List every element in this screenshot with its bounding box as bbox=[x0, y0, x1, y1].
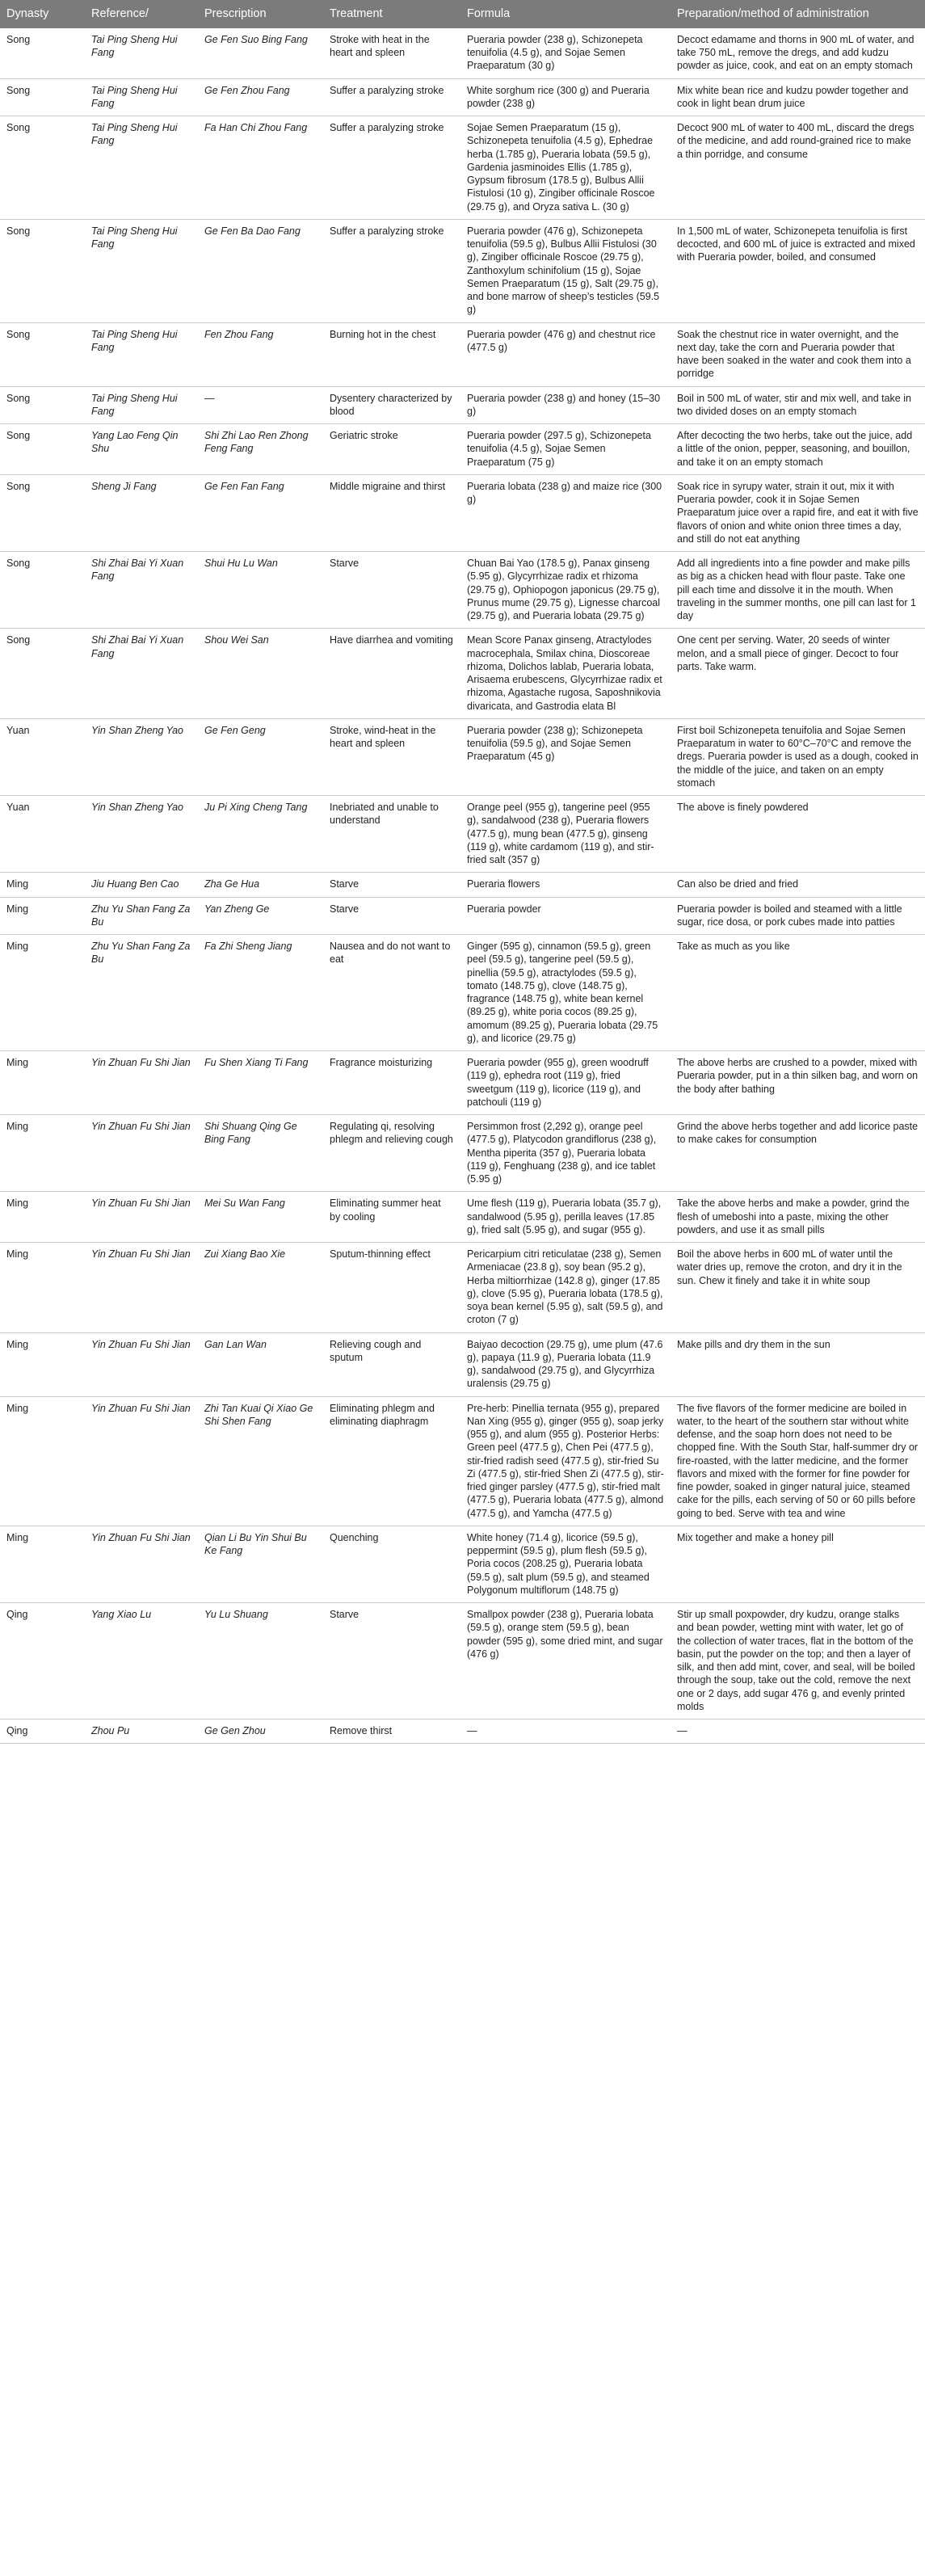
table-row bbox=[0, 474, 925, 551]
cell-formula: Pueraria powder (238 g); Schizonepeta tenuifolia (59.5 g), and Sojae Semen Praeparatum (45 g) bbox=[460, 718, 671, 795]
table-row bbox=[0, 796, 925, 873]
cell-reference: Tai Ping Sheng Hui Fang bbox=[85, 386, 198, 424]
cell-prescription: Gan Lan Wan bbox=[198, 1332, 323, 1396]
header-dynasty: Dynasty bbox=[0, 0, 85, 28]
cell-treatment: Burning hot in the chest bbox=[323, 322, 460, 386]
cell-prescription: Yu Lu Shuang bbox=[198, 1603, 323, 1719]
cell-dynasty: Yuan bbox=[0, 718, 85, 795]
cell-formula: Persimmon frost (2,292 g), orange peel (477.5 g), Platycodon grandiflorus (238 g), Mentha piperita (357 g), Pueraria lobata (119 g), Fenghuang (238 g), and ice tablet (5.95 g) bbox=[460, 1115, 671, 1192]
table-header bbox=[0, 0, 925, 28]
cell-prescription: Ge Fen Geng bbox=[198, 718, 323, 795]
cell-preparation: Take the above herbs and make a powder, grind the flesh of umeboshi into a paste, mixing the other powders, and use it as small pills bbox=[671, 1192, 925, 1243]
cell-treatment: Nausea and do not want to eat bbox=[323, 935, 460, 1051]
table-row bbox=[0, 935, 925, 1051]
cell-dynasty: Song bbox=[0, 78, 85, 116]
cell-preparation: One cent per serving. Water, 20 seeds of winter melon, and a small piece of ginger. Decoct to four parts. Take warm. bbox=[671, 629, 925, 719]
cell-formula: White honey (71.4 g), licorice (59.5 g), peppermint (59.5 g), plum flesh (59.5 g), Poria cocos (208.25 g), Pueraria lobata (59.5 g), salt plum (59.5 g), and steamed Polygonum multiflorum (148.75 g) bbox=[460, 1526, 671, 1602]
cell-prescription: Ge Fen Suo Bing Fang bbox=[198, 28, 323, 78]
table-row bbox=[0, 28, 925, 78]
cell-preparation: Take as much as you like bbox=[671, 935, 925, 1051]
cell-preparation: The above is finely powdered bbox=[671, 796, 925, 873]
table-row bbox=[0, 386, 925, 424]
table-row bbox=[0, 552, 925, 629]
table-row bbox=[0, 1396, 925, 1526]
cell-dynasty: Ming bbox=[0, 1526, 85, 1602]
cell-prescription: — bbox=[198, 386, 323, 424]
cell-reference: Yin Zhuan Fu Shi Jian bbox=[85, 1115, 198, 1192]
cell-formula: Pueraria powder (238 g) and honey (15–30 g) bbox=[460, 386, 671, 424]
cell-preparation: First boil Schizonepeta tenuifolia and Sojae Semen Praeparatum in water to 60°C–70°C and remove the dregs. Pueraria powder is used as a dough, cooked in the middle of the juice, and taken on an empty stomach bbox=[671, 718, 925, 795]
cell-prescription: Ge Gen Zhou bbox=[198, 1719, 323, 1744]
cell-formula: Pueraria lobata (238 g) and maize rice (300 g) bbox=[460, 474, 671, 551]
cell-prescription: Ge Fen Ba Dao Fang bbox=[198, 219, 323, 322]
cell-reference: Tai Ping Sheng Hui Fang bbox=[85, 28, 198, 78]
cell-preparation: Decoct 900 mL of water to 400 mL, discard the dregs of the medicine, and add round-grained rice to make a thin porridge, and consume bbox=[671, 116, 925, 220]
cell-treatment: Suffer a paralyzing stroke bbox=[323, 116, 460, 220]
table-row bbox=[0, 1332, 925, 1396]
cell-formula: Pueraria powder (955 g), green woodruff (119 g), ephedra root (119 g), fried sweetgum (119 g), licorice (119 g), and patchouli (119 g) bbox=[460, 1051, 671, 1115]
cell-treatment: Have diarrhea and vomiting bbox=[323, 629, 460, 719]
cell-reference: Shi Zhai Bai Yi Xuan Fang bbox=[85, 629, 198, 719]
header-preparation: Preparation/method of administration bbox=[671, 0, 925, 28]
cell-dynasty: Song bbox=[0, 322, 85, 386]
cell-preparation: Add all ingredients into a fine powder and make pills as big as a chicken head with flour paste. Take one pill each time and dissolve it in the mouth. When traveling in the summer months, one pill can last for 1 day bbox=[671, 552, 925, 629]
table-row bbox=[0, 1051, 925, 1115]
cell-preparation: Decoct edamame and thorns in 900 mL of water, and take 750 mL, remove the dregs, and add kudzu powder as juice, cook, and eat on an empty stomach bbox=[671, 28, 925, 78]
cell-formula: Pueraria powder (476 g) and chestnut rice (477.5 g) bbox=[460, 322, 671, 386]
cell-formula: Ume flesh (119 g), Pueraria lobata (35.7 g), sandalwood (5.95 g), perilla leaves (17.85 g), fried salt (5.95 g), and sugar (955 g). bbox=[460, 1192, 671, 1243]
cell-prescription: Zha Ge Hua bbox=[198, 873, 323, 897]
cell-reference: Yang Lao Feng Qin Shu bbox=[85, 424, 198, 475]
cell-preparation: Soak the chestnut rice in water overnight, and the next day, take the corn and Pueraria powder that have been soaked in the water and cook them into a porridge bbox=[671, 322, 925, 386]
cell-preparation: The above herbs are crushed to a powder, mixed with Pueraria powder, put in a thin silken bag, and worn on the body after bathing bbox=[671, 1051, 925, 1115]
cell-dynasty: Qing bbox=[0, 1603, 85, 1719]
cell-dynasty: Qing bbox=[0, 1719, 85, 1744]
cell-prescription: Qian Li Bu Yin Shui Bu Ke Fang bbox=[198, 1526, 323, 1602]
cell-reference: Jiu Huang Ben Cao bbox=[85, 873, 198, 897]
cell-dynasty: Ming bbox=[0, 1192, 85, 1243]
cell-formula: Pre-herb: Pinellia ternata (955 g), prepared Nan Xing (955 g), ginger (955 g), soap jerky (955 g), and alum (955 g). Posterior Herbs: Green peel (477.5 g), Chen Pei (477.5 g), stir-fried radish seed (477.5 g), stir-fried Su Zi (477.5 g), stir-fried Shen Zi (477.5 g), stir-fried ginger parsley (477.5 g), stir-fried malt (477.5 g), Pueraria lobata (477.5 g), almond (477.5 g), and Yamcha (477.5 g) bbox=[460, 1396, 671, 1526]
cell-treatment: Dysentery characterized by blood bbox=[323, 386, 460, 424]
cell-preparation: In 1,500 mL of water, Schizonepeta tenuifolia is first decocted, and 600 mL of juice is extracted and mixed with Pueraria powder, boiled, and consumed bbox=[671, 219, 925, 322]
header-reference: Reference/ bbox=[85, 0, 198, 28]
cell-reference: Tai Ping Sheng Hui Fang bbox=[85, 322, 198, 386]
cell-dynasty: Ming bbox=[0, 1051, 85, 1115]
cell-formula: — bbox=[460, 1719, 671, 1744]
cell-formula: Baiyao decoction (29.75 g), ume plum (47.6 g), papaya (11.9 g), Pueraria lobata (11.9 g), sandalwood (29.75 g), and Glycyrrhiza uralensis (29.75 g) bbox=[460, 1332, 671, 1396]
cell-formula: Pueraria powder (238 g), Schizonepeta tenuifolia (4.5 g), and Sojae Semen Praeparatum (30 g) bbox=[460, 28, 671, 78]
cell-formula: Pericarpium citri reticulatae (238 g), Semen Armeniacae (23.8 g), soy bean (95.2 g), Herba miltiorrhizae (142.8 g), ginger (17.85 g), clove (5.95 g), Pueraria lobata (178.5 g), soya bean kernel (5.95 g), salt (59.5 g), and croton (7 g) bbox=[460, 1243, 671, 1333]
cell-treatment: Starve bbox=[323, 1603, 460, 1719]
cell-prescription: Zui Xiang Bao Xie bbox=[198, 1243, 323, 1333]
cell-treatment: Sputum-thinning effect bbox=[323, 1243, 460, 1333]
cell-treatment: Inebriated and unable to understand bbox=[323, 796, 460, 873]
cell-prescription: Yan Zheng Ge bbox=[198, 897, 323, 935]
cell-dynasty: Song bbox=[0, 219, 85, 322]
table-row bbox=[0, 897, 925, 935]
table-row bbox=[0, 629, 925, 719]
cell-treatment: Quenching bbox=[323, 1526, 460, 1602]
cell-formula: White sorghum rice (300 g) and Pueraria powder (238 g) bbox=[460, 78, 671, 116]
cell-treatment: Eliminating summer heat by cooling bbox=[323, 1192, 460, 1243]
cell-formula: Pueraria flowers bbox=[460, 873, 671, 897]
cell-reference: Tai Ping Sheng Hui Fang bbox=[85, 116, 198, 220]
table-row bbox=[0, 1719, 925, 1744]
cell-reference: Zhou Pu bbox=[85, 1719, 198, 1744]
cell-treatment: Suffer a paralyzing stroke bbox=[323, 78, 460, 116]
cell-prescription: Shi Shuang Qing Ge Bing Fang bbox=[198, 1115, 323, 1192]
cell-dynasty: Ming bbox=[0, 1115, 85, 1192]
cell-treatment: Starve bbox=[323, 897, 460, 935]
cell-preparation: Mix together and make a honey pill bbox=[671, 1526, 925, 1602]
cell-treatment: Starve bbox=[323, 552, 460, 629]
table-row bbox=[0, 718, 925, 795]
cell-treatment: Geriatric stroke bbox=[323, 424, 460, 475]
header-formula: Formula bbox=[460, 0, 671, 28]
cell-reference: Yin Zhuan Fu Shi Jian bbox=[85, 1243, 198, 1333]
cell-reference: Yin Zhuan Fu Shi Jian bbox=[85, 1332, 198, 1396]
cell-reference: Tai Ping Sheng Hui Fang bbox=[85, 78, 198, 116]
cell-reference: Shi Zhai Bai Yi Xuan Fang bbox=[85, 552, 198, 629]
table-row bbox=[0, 1115, 925, 1192]
cell-formula: Mean Score Panax ginseng, Atractylodes macrocephala, Smilax china, Dioscoreae rhizoma, Dolichos lablab, Pueraria lobata, Arisaema erubescens, Glycyrrhizae radix et rhizoma, Agastache rugosa, Saposhnikovia divaricata, and Gastrodia elata Bl bbox=[460, 629, 671, 719]
cell-prescription: Fa Han Chi Zhou Fang bbox=[198, 116, 323, 220]
cell-preparation: Can also be dried and fried bbox=[671, 873, 925, 897]
cell-formula: Orange peel (955 g), tangerine peel (955 g), sandalwood (238 g), Pueraria flowers (477.5 g), mung bean (477.5 g), ginseng (119 g), white cardamom (119 g), and stir-fried salt (357 g) bbox=[460, 796, 671, 873]
cell-prescription: Fa Zhi Sheng Jiang bbox=[198, 935, 323, 1051]
cell-reference: Yin Zhuan Fu Shi Jian bbox=[85, 1192, 198, 1243]
cell-formula: Chuan Bai Yao (178.5 g), Panax ginseng (5.95 g), Glycyrrhizae radix et rhizoma (29.75 g), Ophiopogon japonicus (29.75 g), Prunus mume (29.75 g), Lignesse charcoal (29.75 g), and Pueraria lobata (29.75 g) bbox=[460, 552, 671, 629]
cell-dynasty: Song bbox=[0, 629, 85, 719]
cell-preparation: Pueraria powder is boiled and steamed with a little sugar, rice dosa, or pork cubes made into patties bbox=[671, 897, 925, 935]
cell-formula: Pueraria powder (297.5 g), Schizonepeta tenuifolia (4.5 g), Sojae Semen Praeparatum (75 g) bbox=[460, 424, 671, 475]
cell-treatment: Regulating qi, resolving phlegm and relieving cough bbox=[323, 1115, 460, 1192]
table-row bbox=[0, 424, 925, 475]
cell-dynasty: Song bbox=[0, 28, 85, 78]
table-row bbox=[0, 1192, 925, 1243]
table-row bbox=[0, 1526, 925, 1602]
cell-treatment: Relieving cough and sputum bbox=[323, 1332, 460, 1396]
cell-prescription: Shui Hu Lu Wan bbox=[198, 552, 323, 629]
cell-prescription: Ju Pi Xing Cheng Tang bbox=[198, 796, 323, 873]
header-row bbox=[0, 0, 925, 28]
table-row bbox=[0, 1603, 925, 1719]
cell-dynasty: Song bbox=[0, 116, 85, 220]
cell-treatment: Stroke with heat in the heart and spleen bbox=[323, 28, 460, 78]
cell-dynasty: Song bbox=[0, 474, 85, 551]
cell-reference: Sheng Ji Fang bbox=[85, 474, 198, 551]
cell-preparation: Grind the above herbs together and add licorice paste to make cakes for consumption bbox=[671, 1115, 925, 1192]
table-row bbox=[0, 78, 925, 116]
cell-treatment: Suffer a paralyzing stroke bbox=[323, 219, 460, 322]
cell-prescription: Shou Wei San bbox=[198, 629, 323, 719]
header-treatment: Treatment bbox=[323, 0, 460, 28]
table-row bbox=[0, 116, 925, 220]
cell-dynasty: Ming bbox=[0, 873, 85, 897]
cell-treatment: Starve bbox=[323, 873, 460, 897]
cell-reference: Yin Shan Zheng Yao bbox=[85, 718, 198, 795]
cell-formula: Sojae Semen Praeparatum (15 g), Schizonepeta tenuifolia (4.5 g), Ephedrae herba (1.785 g), Pueraria lobata (59.5 g), Gardenia jasminoides Ellis (1.785 g), Gypsum fibrosum (178.5 g), Bulbus Allii Fistulosi (10 g), Zingiber officinale Roscoe (29.75 g), and Oryza sativa L. (30 g) bbox=[460, 116, 671, 220]
cell-dynasty: Ming bbox=[0, 935, 85, 1051]
cell-prescription: Ge Fen Fan Fang bbox=[198, 474, 323, 551]
cell-treatment: Stroke, wind-heat in the heart and spleen bbox=[323, 718, 460, 795]
cell-preparation: The five flavors of the former medicine are boiled in water, to the heart of the southern star without white defense, and the soap horn does not need to be chopped fine. With the South Star, half-summer dry or fire-roasted, with the latter medicine, and the former flavors and mixed with the former for fine powder for fine powder, soaked in ginger natural juice, steamed cake for the pills, each serving of 50 or 60 pills before going to bed. Serve with tea and wine bbox=[671, 1396, 925, 1526]
cell-dynasty: Ming bbox=[0, 1243, 85, 1333]
cell-preparation: Boil the above herbs in 600 mL of water until the water dries up, remove the croton, and dry it in the sun. Chew it finely and take it in white soup bbox=[671, 1243, 925, 1333]
table-row bbox=[0, 873, 925, 897]
cell-prescription: Zhi Tan Kuai Qi Xiao Ge Shi Shen Fang bbox=[198, 1396, 323, 1526]
cell-formula: Ginger (595 g), cinnamon (59.5 g), green peel (59.5 g), tangerine peel (59.5 g), pinellia (59.5 g), atractylodes (59.5 g), tomato (148.75 g), clove (148.75 g), fragrance (148.75 g), white bean kernel (89.25 g), white poria cocos (89.25 g), amomum (89.25 g), Pueraria lobata (29.75 g), and licorice (29.75 g) bbox=[460, 935, 671, 1051]
cell-reference: Yin Zhuan Fu Shi Jian bbox=[85, 1526, 198, 1602]
cell-formula: Smallpox powder (238 g), Pueraria lobata (59.5 g), orange stem (59.5 g), bean powder (595 g), some dried mint, and sugar (476 g) bbox=[460, 1603, 671, 1719]
cell-prescription: Ge Fen Zhou Fang bbox=[198, 78, 323, 116]
table-body bbox=[0, 28, 925, 1744]
cell-dynasty: Ming bbox=[0, 1396, 85, 1526]
cell-preparation: — bbox=[671, 1719, 925, 1744]
cell-treatment: Fragrance moisturizing bbox=[323, 1051, 460, 1115]
cell-prescription: Shi Zhi Lao Ren Zhong Feng Fang bbox=[198, 424, 323, 475]
cell-treatment: Eliminating phlegm and eliminating diaphragm bbox=[323, 1396, 460, 1526]
table-row bbox=[0, 322, 925, 386]
cell-dynasty: Song bbox=[0, 424, 85, 475]
cell-reference: Yin Shan Zheng Yao bbox=[85, 796, 198, 873]
cell-dynasty: Ming bbox=[0, 1332, 85, 1396]
cell-dynasty: Song bbox=[0, 552, 85, 629]
header-prescription: Prescription bbox=[198, 0, 323, 28]
cell-reference: Zhu Yu Shan Fang Za Bu bbox=[85, 897, 198, 935]
table-row bbox=[0, 1243, 925, 1333]
cell-preparation: Soak rice in syrupy water, strain it out, mix it with Pueraria powder, cook it in Sojae Semen Praeparatum juice over a rapid fire, and eat it with five flavors of onion and white onion three times a day, and still do not eat anything bbox=[671, 474, 925, 551]
cell-prescription: Mei Su Wan Fang bbox=[198, 1192, 323, 1243]
cell-treatment: Remove thirst bbox=[323, 1719, 460, 1744]
cell-reference: Tai Ping Sheng Hui Fang bbox=[85, 219, 198, 322]
cell-treatment: Middle migraine and thirst bbox=[323, 474, 460, 551]
cell-preparation: Make pills and dry them in the sun bbox=[671, 1332, 925, 1396]
cell-formula: Pueraria powder bbox=[460, 897, 671, 935]
cell-preparation: After decocting the two herbs, take out the juice, add a little of the onion, pepper, seasoning, and bouillon, and take it on an empty stomach bbox=[671, 424, 925, 475]
cell-preparation: Boil in 500 mL of water, stir and mix well, and take in two divided doses on an empty stomach bbox=[671, 386, 925, 424]
cell-reference: Yin Zhuan Fu Shi Jian bbox=[85, 1051, 198, 1115]
cell-dynasty: Song bbox=[0, 386, 85, 424]
table-row bbox=[0, 219, 925, 322]
cell-prescription: Fu Shen Xiang Ti Fang bbox=[198, 1051, 323, 1115]
cell-reference: Yang Xiao Lu bbox=[85, 1603, 198, 1719]
cell-reference: Zhu Yu Shan Fang Za Bu bbox=[85, 935, 198, 1051]
cell-formula: Pueraria powder (476 g), Schizonepeta tenuifolia (59.5 g), Bulbus Allii Fistulosi (30 g), Zingiber officinale Roscoe (29.75 g), Zanthoxylum schinifolium (15 g), Sojae Semen Praeparatum (15 g), Salt (29.75 g), and bone marrow of sheep’s testicles (59.5 g) bbox=[460, 219, 671, 322]
cell-dynasty: Yuan bbox=[0, 796, 85, 873]
cell-preparation: Stir up small poxpowder, dry kudzu, orange stalks and bean powder, wetting mint with water, let go of the collection of water traces, flat in the bottom of the basin, put the powder on the top; and then a layer of silk, and then add mint, cover, and seal, will be boiled through the soup, take out the cold, remove the next one or 2 days, add sugar 476 g, and evenly printed molds bbox=[671, 1603, 925, 1719]
cell-preparation: Mix white bean rice and kudzu powder together and cook in light bean drum juice bbox=[671, 78, 925, 116]
cell-prescription: Fen Zhou Fang bbox=[198, 322, 323, 386]
cell-dynasty: Ming bbox=[0, 897, 85, 935]
cell-reference: Yin Zhuan Fu Shi Jian bbox=[85, 1396, 198, 1526]
